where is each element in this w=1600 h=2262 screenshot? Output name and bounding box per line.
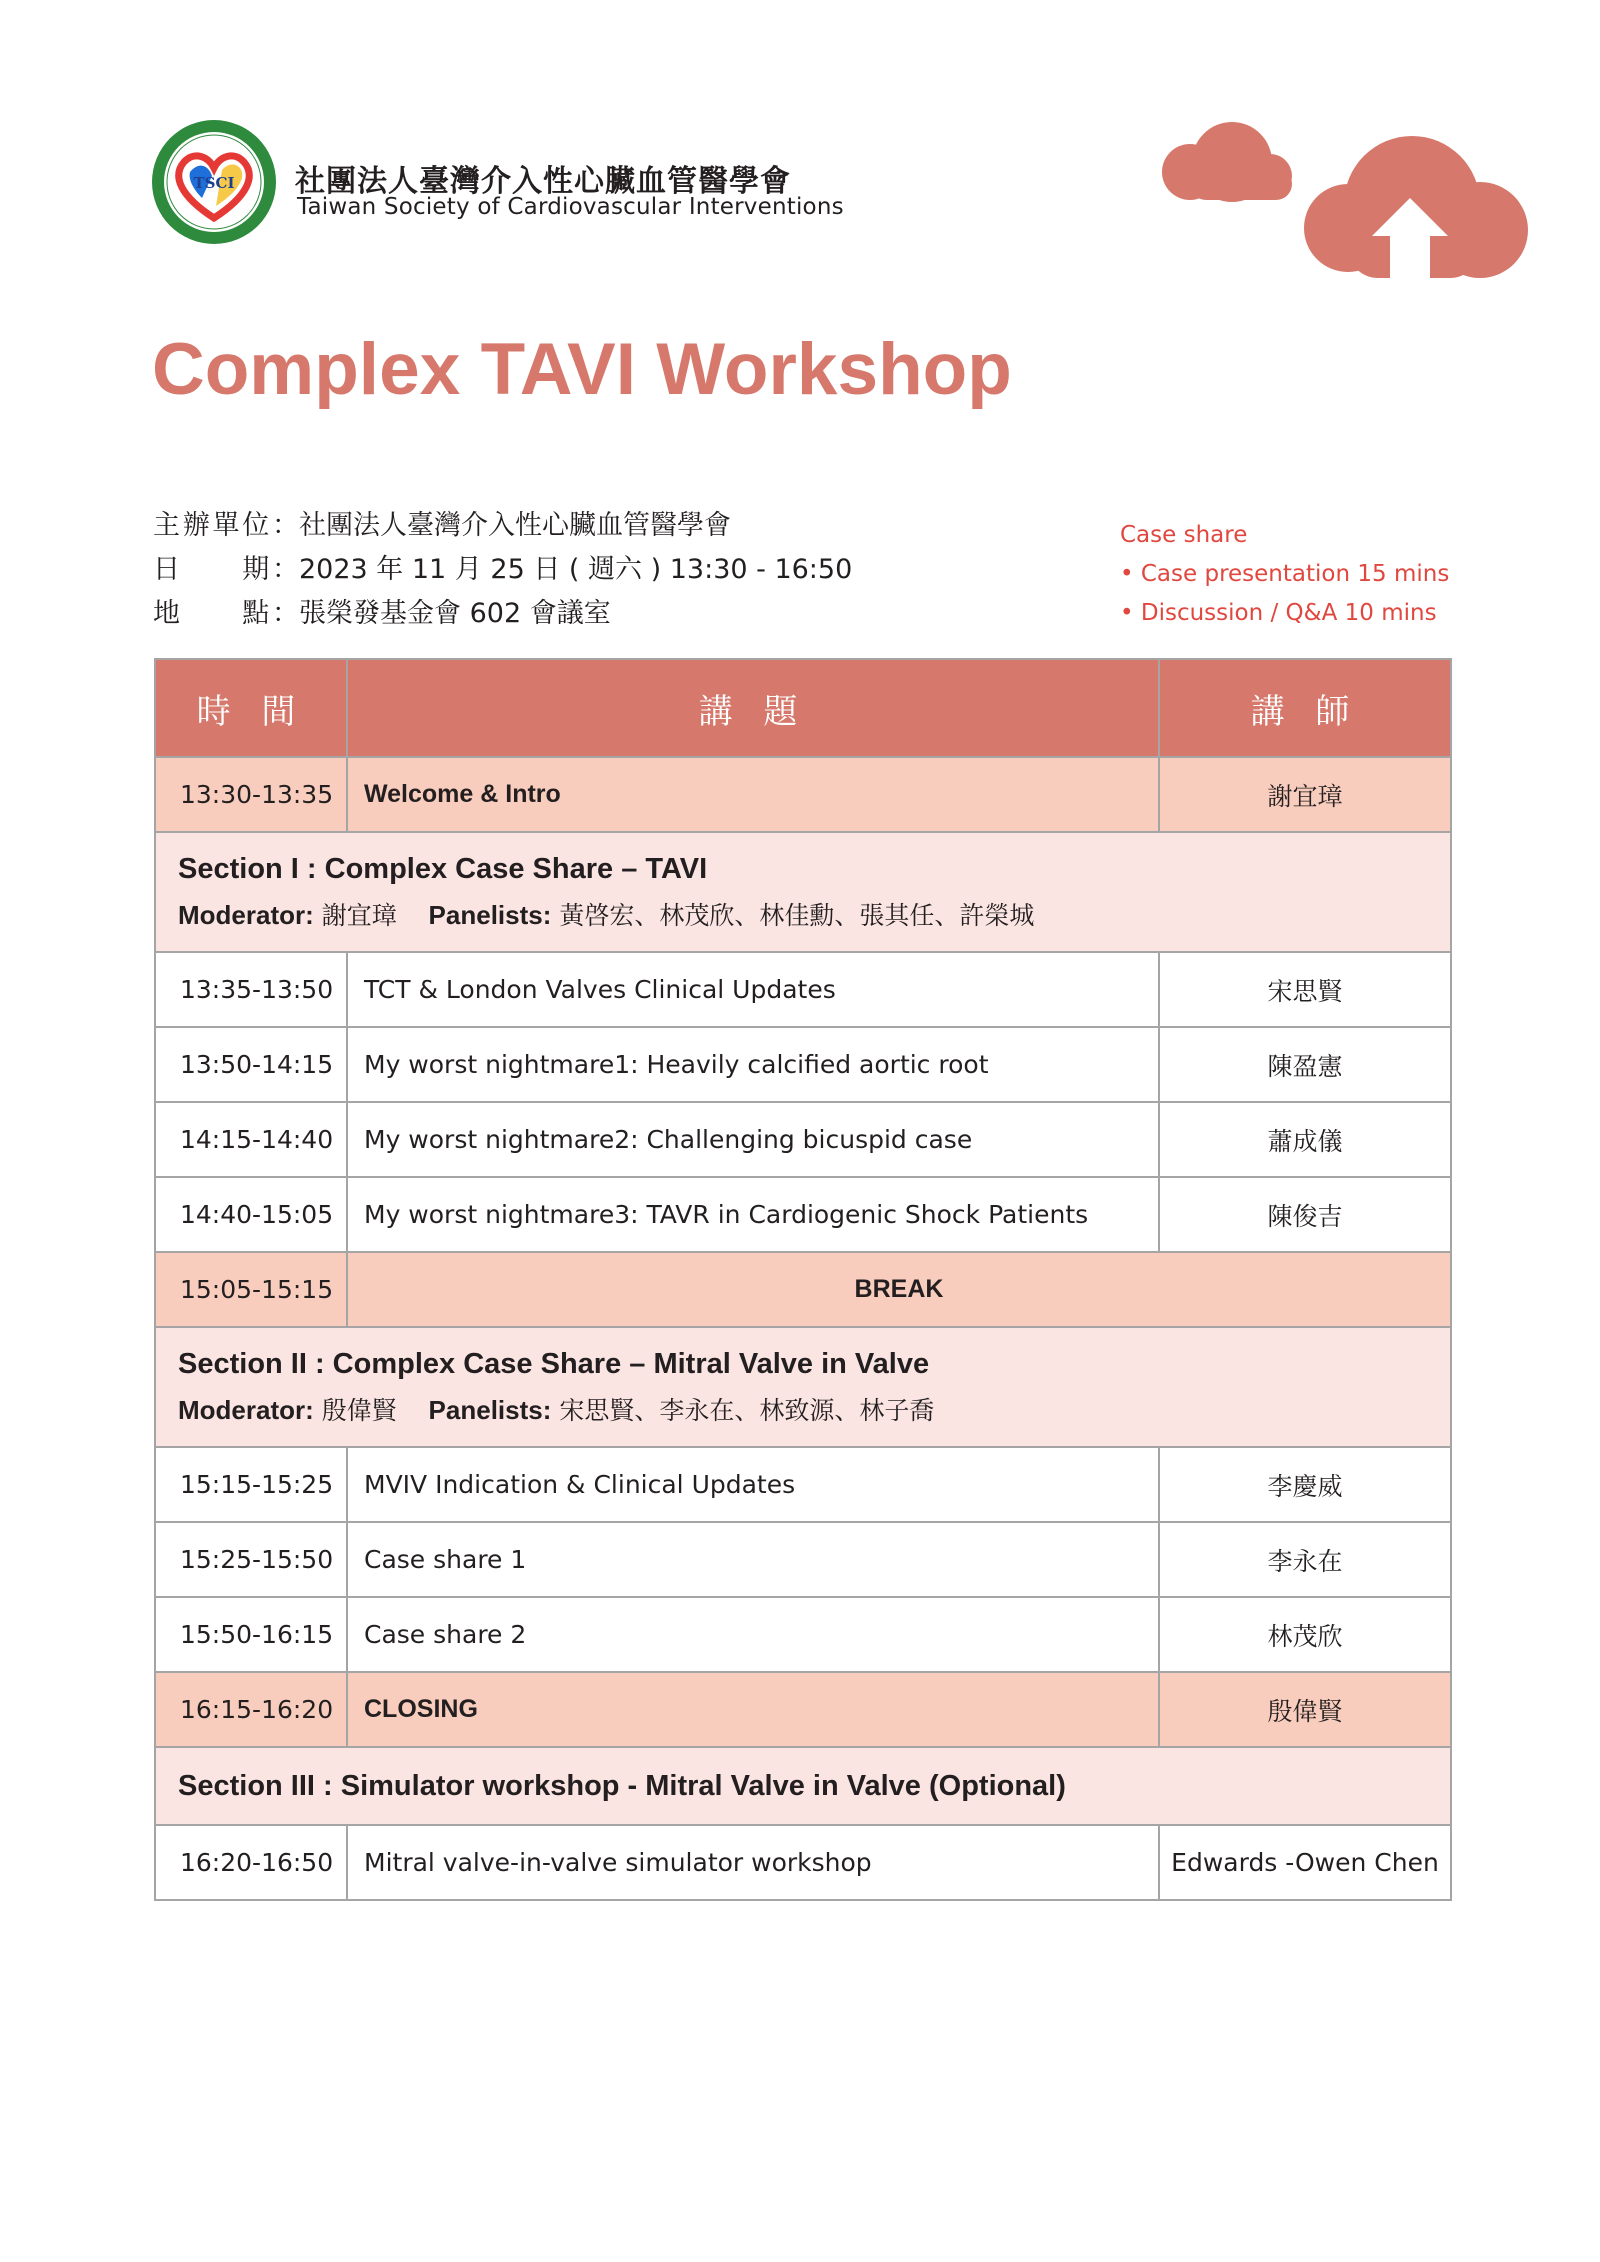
org-name-zh: 社團法人臺灣介入性心臟血管醫學會 [295, 164, 791, 199]
panelists-label: Panelists: [428, 1394, 552, 1425]
row-time: 15:15-15:25 [155, 1447, 347, 1522]
row-speaker: 陳盈憲 [1159, 1027, 1451, 1102]
page-title: Complex TAVI Workshop [152, 329, 1012, 410]
section-row [155, 832, 1451, 952]
header-topic: 講 題 [347, 659, 1159, 757]
section-row [155, 1327, 1451, 1447]
header-speaker: 講 師 [1159, 659, 1451, 757]
row-speaker: 陳俊吉 [1159, 1177, 1451, 1252]
row-speaker: Edwards -Owen Chen [1159, 1825, 1451, 1900]
section-moderators [178, 1391, 1450, 1427]
row-time: 15:05-15:15 [155, 1252, 347, 1327]
panelists-label: Panelists: [428, 899, 552, 930]
table-row [155, 952, 1451, 1027]
header-time: 時 間 [155, 659, 347, 757]
row-time: 13:50-14:15 [155, 1027, 347, 1102]
row-time: 15:25-15:50 [155, 1522, 347, 1597]
row-speaker: 宋思賢 [1159, 952, 1451, 1027]
organizer-value: 社團法人臺灣介入性心臟血管醫學會 [299, 510, 731, 541]
date-value: 2023 年 11 月 25 日 ( 週六 ) 13:30 - 16:50 [299, 554, 853, 585]
table-header-row [155, 659, 1451, 757]
row-time: 16:15-16:20 [155, 1672, 347, 1747]
table-row [155, 1252, 1451, 1327]
row-topic: My worst nightmare2: Challenging bicuspid case [347, 1102, 1159, 1177]
section-cell [155, 1747, 1451, 1825]
section-title: Section I : Complex Case Share – TAVI [178, 852, 708, 885]
row-time: 14:40-15:05 [155, 1177, 347, 1252]
org-name-en: Taiwan Society of Cardiovascular Interventions [297, 194, 844, 220]
info-date [153, 547, 852, 586]
row-speaker: 林茂欣 [1159, 1597, 1451, 1672]
row-time: 13:35-13:50 [155, 952, 347, 1027]
table-row [155, 757, 1451, 832]
section-cell [155, 832, 1451, 952]
row-topic: BREAK [347, 1252, 1451, 1327]
venue-label: 地 點： [153, 598, 299, 629]
row-topic: TCT & London Valves Clinical Updates [347, 952, 1159, 1027]
row-topic: Case share 1 [347, 1522, 1159, 1597]
agenda-table [154, 658, 1452, 1901]
moderator-label: Moderator: [178, 899, 314, 930]
row-time: 15:50-16:15 [155, 1597, 347, 1672]
row-topic: My worst nightmare3: TAVR in Cardiogenic Shock Patients [347, 1177, 1159, 1252]
row-topic: My worst nightmare1: Heavily calcified aortic root [347, 1027, 1159, 1102]
table-row [155, 1177, 1451, 1252]
table-row [155, 1825, 1451, 1900]
section-title: Section III : Simulator workshop - Mitral Valve in Valve (Optional) [178, 1769, 1066, 1802]
info-organizer [153, 503, 731, 542]
row-speaker: 謝宜璋 [1159, 757, 1451, 832]
moderator-name: 殷偉賢 [321, 1395, 397, 1425]
row-speaker: 蕭成儀 [1159, 1102, 1451, 1177]
table-row [155, 1102, 1451, 1177]
panelists-names: 黃啓宏、林茂欣、林佳勳、張其任、許榮城 [559, 900, 1035, 930]
moderator-label: Moderator: [178, 1394, 314, 1425]
table-row [155, 1027, 1451, 1102]
moderator-name: 謝宜璋 [321, 900, 397, 930]
date-label: 日 期： [153, 554, 299, 585]
table-row [155, 1597, 1451, 1672]
row-topic: MVIV Indication & Clinical Updates [347, 1447, 1159, 1522]
case-share-note-line: • Discussion / Q&A 10 mins [1120, 600, 1437, 626]
organizer-label: 主辦單位： [153, 510, 299, 541]
section-moderators [178, 896, 1450, 932]
table-row [155, 1447, 1451, 1522]
venue-value: 張榮發基金會 602 會議室 [299, 598, 611, 629]
row-time: 16:20-16:50 [155, 1825, 347, 1900]
row-speaker: 李慶威 [1159, 1447, 1451, 1522]
row-topic: Mitral valve-in-valve simulator workshop [347, 1825, 1159, 1900]
row-time: 14:15-14:40 [155, 1102, 347, 1177]
section-row [155, 1747, 1451, 1825]
case-share-note-line: • Case presentation 15 mins [1120, 561, 1450, 587]
tsci-logo [150, 118, 278, 246]
row-topic: Case share 2 [347, 1597, 1159, 1672]
panelists-names: 宋思賢、李永在、林致源、林子喬 [559, 1395, 935, 1425]
case-share-note-title: Case share [1120, 522, 1248, 548]
section-cell [155, 1327, 1451, 1447]
cloud-icon [1150, 118, 1530, 288]
row-topic: CLOSING [347, 1672, 1159, 1747]
table-row [155, 1672, 1451, 1747]
info-venue [153, 591, 611, 630]
row-speaker: 殷偉賢 [1159, 1672, 1451, 1747]
svg-text:TSCI: TSCI [193, 174, 235, 192]
row-speaker: 李永在 [1159, 1522, 1451, 1597]
table-row [155, 1522, 1451, 1597]
section-title: Section II : Complex Case Share – Mitral Valve in Valve [178, 1347, 930, 1380]
row-time: 13:30-13:35 [155, 757, 347, 832]
row-topic: Welcome & Intro [347, 757, 1159, 832]
